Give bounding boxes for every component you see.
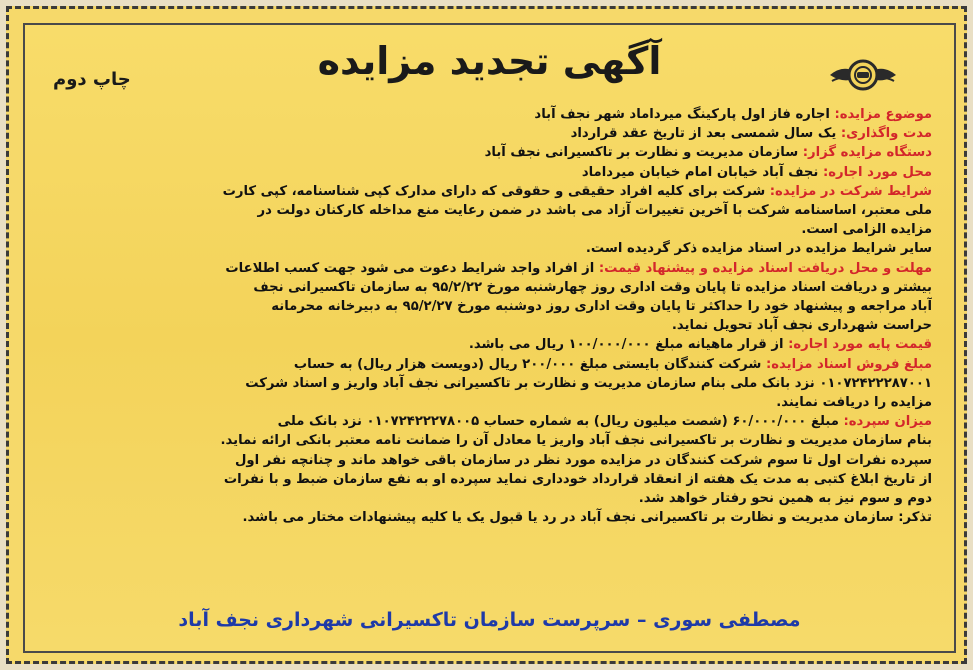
line-text: نجف آباد خیابان امام خیابان میرداماد <box>581 164 823 180</box>
line-label: شرایط شرکت در مزایده: <box>769 183 932 199</box>
line-text: شرکت کنندگان بایستی مبلغ ۲۰۰/۰۰۰ ریال (دویست هزار ریال) به حساب <box>293 356 766 372</box>
line-text: مبلغ ۶۰/۰۰۰/۰۰۰ (شصت میلیون ریال) به شماره حساب ۰۱۰۷۲۴۲۲۲۷۸۰۰۵ نزد بانک ملی <box>277 414 844 430</box>
line-text: ۰۱۰۷۲۴۲۲۲۸۷۰۰۱ نزد بانک ملی بنام سازمان مدیریت و نظارت بر تاکسیرانی نجف آباد واریز و اسناد شرکت <box>245 375 932 391</box>
line-text: بیشتر و دریافت اسناد مزایده تا پایان وقت اداری روز چهارشنبه مورخ ۹۵/۲/۲۲ به سازمان تاکسیرانی نجف <box>253 279 932 295</box>
line-label: محل مورد اجاره: <box>822 164 932 180</box>
body-line <box>47 182 932 201</box>
body-line <box>47 124 932 143</box>
line-text: یک سال شمسی بعد از تاریخ عقد قرارداد <box>570 126 841 142</box>
body-line <box>47 297 932 316</box>
edition-label: چاپ دوم <box>53 69 131 90</box>
notice-body <box>47 105 932 527</box>
line-text: مزایده الزامی است. <box>801 222 932 238</box>
line-label: موضوع مزایده: <box>834 107 932 122</box>
line-text: حراست شهرداری نجف آباد تحویل نماید. <box>671 318 932 334</box>
line-label: قیمت پایه مورد اجاره: <box>788 337 932 353</box>
line-text: شرکت برای کلیه افراد حقیقی و حقوقی که دارای مدارک کپی شناسنامه، کپی کارت <box>222 183 770 199</box>
line-text: از قرار ماهیانه مبلغ ۱۰۰/۰۰۰/۰۰۰ ریال می باشد. <box>468 337 789 353</box>
line-text: ملی معتبر، اساسنامه شرکت با آخرین تغییرات آزاد می باشد در ضمن رعایت منع مداخله کارکنان دولت در <box>257 203 932 219</box>
line-text: دوم و سوم نیز به همین نحو رفتار خواهد شد. <box>638 491 932 507</box>
body-line <box>47 316 932 335</box>
body-line <box>47 239 932 258</box>
line-text: سازمان مدیریت و نظارت بر تاکسیرانی نجف آباد <box>484 145 803 161</box>
body-line <box>47 163 932 182</box>
body-line <box>47 489 932 508</box>
body-line <box>47 278 932 297</box>
line-text: از افراد واجد شرایط دعوت می شود جهت کسب اطلاعات <box>225 260 599 276</box>
body-line <box>47 412 932 431</box>
line-text: تذکر: سازمان مدیریت و نظارت بر تاکسیرانی نجف آباد در رد یا قبول یک یا کلیه پیشنهادات مختار می باشد. <box>242 510 932 526</box>
body-line <box>47 201 932 220</box>
notice-header <box>25 25 954 113</box>
line-text: بنام سازمان مدیریت و نظارت بر تاکسیرانی نجف آباد واریز یا معادل آن را ضمانت نامه معتبر بانکی ارائه نماید. <box>220 433 932 449</box>
line-text: مزایده را دریافت نمایند. <box>776 395 932 411</box>
line-label: دستگاه مزایده گزار: <box>802 145 932 161</box>
signature-line: مصطفی سوری – سرپرست سازمان تاکسیرانی شهرداری نجف آباد <box>178 609 801 631</box>
taxi-organization-emblem-icon <box>828 51 898 101</box>
line-text: سایر شرایط مزایده در اسناد مزایده ذکر گردیده است. <box>585 241 932 257</box>
body-line <box>47 143 932 162</box>
body-line <box>47 259 932 278</box>
line-text: سپرده نفرات اول تا سوم شرکت کنندگان در مزایده مورد نظر در سازمان باقی خواهد ماند و چنانچه نفر اول <box>234 452 932 468</box>
line-label: مبلغ فروش اسناد مزایده: <box>765 356 932 372</box>
line-text: آباد مراجعه و پیشنهاد خود را حداکثر تا پایان وقت اداری روز دوشنبه مورخ ۹۵/۲/۲۷ به دبیرخانه محرمانه <box>271 299 932 315</box>
body-line <box>47 451 932 470</box>
body-line <box>47 335 932 354</box>
body-line <box>47 220 932 239</box>
line-label: میزان سپرده: <box>843 414 932 430</box>
notice-frame <box>6 6 967 664</box>
line-text: از تاریخ ابلاغ کتبی به مدت یک هفته از انعقاد قرارداد خودداری نماید سپرده او به نفع سازمان ضبط و با نفرات <box>223 471 932 487</box>
body-line <box>47 393 932 412</box>
body-line <box>47 355 932 374</box>
body-line <box>47 374 932 393</box>
body-line <box>47 105 932 124</box>
notice-title: آگهی تجدید مزایده <box>317 39 662 83</box>
line-label: مهلت و محل دریافت اسناد مزایده و پیشنهاد قیمت: <box>598 260 932 276</box>
body-line <box>47 508 932 527</box>
line-label: مدت واگذاری: <box>840 126 932 142</box>
body-line <box>47 470 932 489</box>
notice-panel <box>23 23 956 653</box>
body-line <box>47 431 932 450</box>
line-text: اجاره فاز اول پارکینگ میرداماد شهر نجف آباد <box>534 107 835 122</box>
